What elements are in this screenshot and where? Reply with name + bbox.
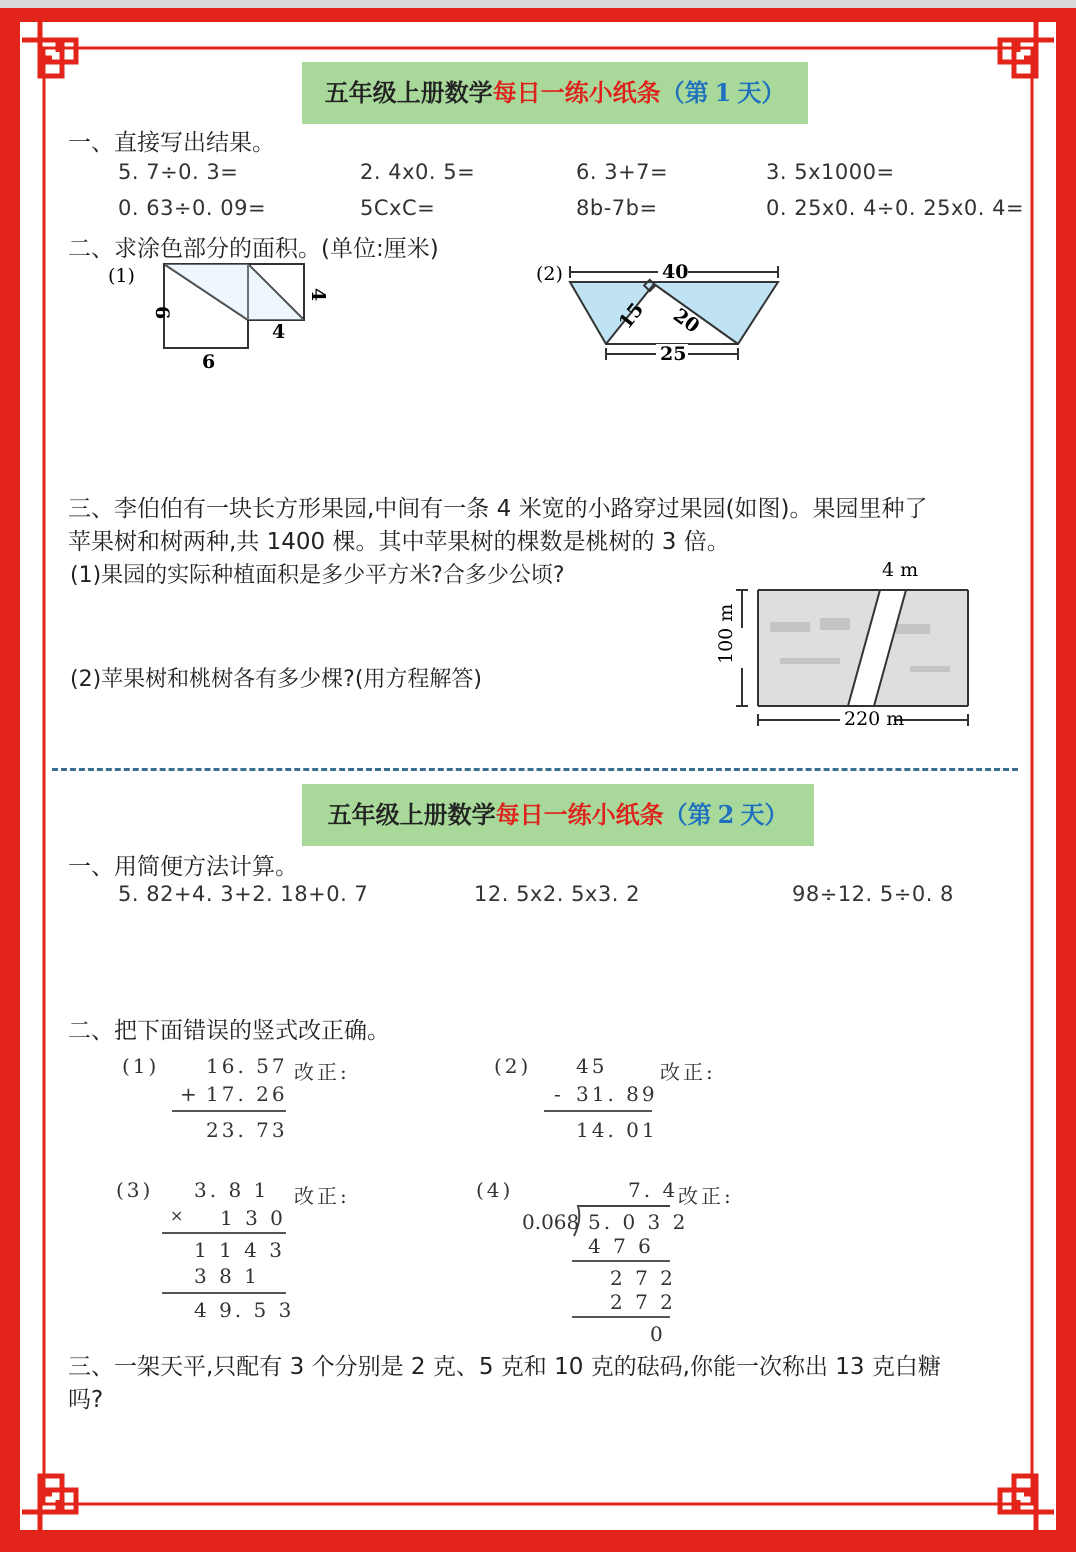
day2-banner [302, 784, 814, 846]
fix-label: 改正: [678, 1184, 734, 1208]
problem2-op: - [554, 1082, 564, 1106]
problem3-partial2: 3 8 1 [194, 1264, 260, 1288]
day1-q3-line2: 苹果树和树两种,共 1400 棵。其中苹果树的棵数是桃树的 3 倍。 [68, 529, 730, 555]
problem3-label: (3) [116, 1178, 154, 1202]
exercise-item: 5CxC= [360, 196, 436, 220]
day1-q3-sub1: (1)果园的实际种植面积是多少平方米?合多少公顷? [70, 563, 565, 588]
problem3-rule [162, 1232, 286, 1234]
orchard-width: 220 m [844, 708, 905, 730]
fix-label: 改正: [660, 1060, 716, 1084]
problem2-a: 45 [576, 1054, 608, 1078]
fig1-inner-length: 4 [272, 321, 286, 343]
problem2-label: (2) [494, 1054, 532, 1078]
banner-day: 1 [714, 78, 732, 107]
exercise-item: 5. 82+4. 3+2. 18+0. 7 [118, 882, 369, 906]
problem2-rule [544, 1110, 652, 1112]
banner-open: （第 [663, 800, 712, 829]
area-figure-trapezoid [530, 256, 790, 372]
problem4-remainder: 0 [650, 1322, 666, 1346]
exercise-item: 5. 7÷0. 3= [118, 160, 239, 184]
problem1-a: 16. 57 [206, 1054, 288, 1078]
day1-q1-title: 一、直接写出结果。 [68, 130, 275, 156]
banner-close: 天） [737, 78, 786, 107]
day1-banner [302, 62, 808, 124]
day2-q3-line2: 吗? [68, 1387, 104, 1413]
day1-q2-title: 二、求涂色部分的面积。(单位:厘米) [68, 236, 439, 262]
banner-highlight: 每日一练小纸条 [495, 800, 664, 829]
exercise-item: 0. 63÷0. 09= [118, 196, 267, 220]
exercise-item: 3. 5x1000= [766, 160, 895, 184]
section-divider [52, 768, 1018, 771]
fig2-top-length: 40 [662, 261, 689, 283]
fix-label: 改正: [294, 1060, 350, 1084]
problem4-step2: 2 7 2 [610, 1266, 676, 1290]
problem4-step1: 4 7 6 [588, 1234, 654, 1258]
fig1-right-length: 4 [307, 288, 329, 302]
problem4-divisor: 0.068 [522, 1210, 580, 1234]
exercise-item: 8b-7b= [576, 196, 658, 220]
problem1-rule [172, 1110, 286, 1112]
problem3-partial1: 1 1 4 3 [194, 1238, 285, 1262]
problem4-rule [572, 1316, 670, 1318]
problem4-quotient: 7. 4 [628, 1178, 679, 1202]
fig1-bottom-length: 6 [202, 351, 216, 373]
fig2-label: (2) [536, 263, 563, 285]
day2-q3-line1: 三、一架天平,只配有 3 个分别是 2 克、5 克和 10 克的砝码,你能一次称出 13 克白糖 [68, 1354, 941, 1380]
day2-q1-title: 一、用简便方法计算。 [68, 854, 298, 880]
exercise-item: 2. 4x0. 5= [360, 160, 476, 184]
orchard-height: 100 m [715, 603, 737, 664]
day2-q2-title: 二、把下面错误的竖式改正确。 [68, 1018, 390, 1044]
banner-open: （第 [660, 78, 709, 107]
exercise-item: 0. 25x0. 4÷0. 25x0. 4= [766, 196, 1025, 220]
problem3-rule [162, 1292, 286, 1294]
fix-label: 改正: [294, 1184, 350, 1208]
problem4-step3: 2 7 2 [610, 1290, 676, 1314]
problem3-b: 1 3 0 [220, 1206, 286, 1230]
fig1-left-length: 6 [151, 306, 173, 320]
banner-highlight: 每日一练小纸条 [492, 78, 661, 107]
orchard-figure [715, 559, 980, 734]
exercise-item: 12. 5x2. 5x3. 2 [474, 882, 640, 906]
problem1-op: + [180, 1082, 200, 1106]
problem4-label: (4) [476, 1178, 514, 1202]
banner-day: 2 [717, 800, 735, 829]
problem3-result: 4 9. 5 3 [194, 1298, 295, 1322]
banner-close: 天） [740, 800, 789, 829]
problem4-dividend: 5. 0 3 2 [588, 1210, 689, 1234]
day1-q3-sub2: (2)苹果树和桃树各有多少棵?(用方程解答) [70, 667, 483, 692]
fig1-label: (1) [108, 265, 135, 287]
fig2-bottom-length: 25 [660, 343, 687, 365]
problem2-b: 31. 89 [576, 1082, 658, 1106]
fig2-slant1: 15 [614, 298, 649, 334]
problem1-result: 23. 73 [206, 1118, 288, 1142]
problem1-label: (1) [122, 1054, 160, 1078]
problem1-b: 17. 26 [206, 1082, 288, 1106]
area-figure-squares [100, 256, 340, 376]
exercise-item: 98÷12. 5÷0. 8 [792, 882, 954, 906]
banner-prefix: 五年级上册数学 [327, 800, 496, 829]
problem3-a: 3. 8 1 [194, 1178, 270, 1202]
problem3-op: × [170, 1206, 187, 1225]
banner-prefix: 五年级上册数学 [324, 78, 493, 107]
day1-q3-line1: 三、李伯伯有一块长方形果园,中间有一条 4 米宽的小路穿过果园(如图)。果园里种了 [68, 496, 928, 522]
orchard-road-width: 4 m [882, 559, 919, 581]
fig2-slant2: 20 [669, 304, 704, 338]
problem4-rule [572, 1260, 670, 1262]
exercise-item: 6. 3+7= [576, 160, 669, 184]
problem2-result: 14. 01 [576, 1118, 658, 1142]
